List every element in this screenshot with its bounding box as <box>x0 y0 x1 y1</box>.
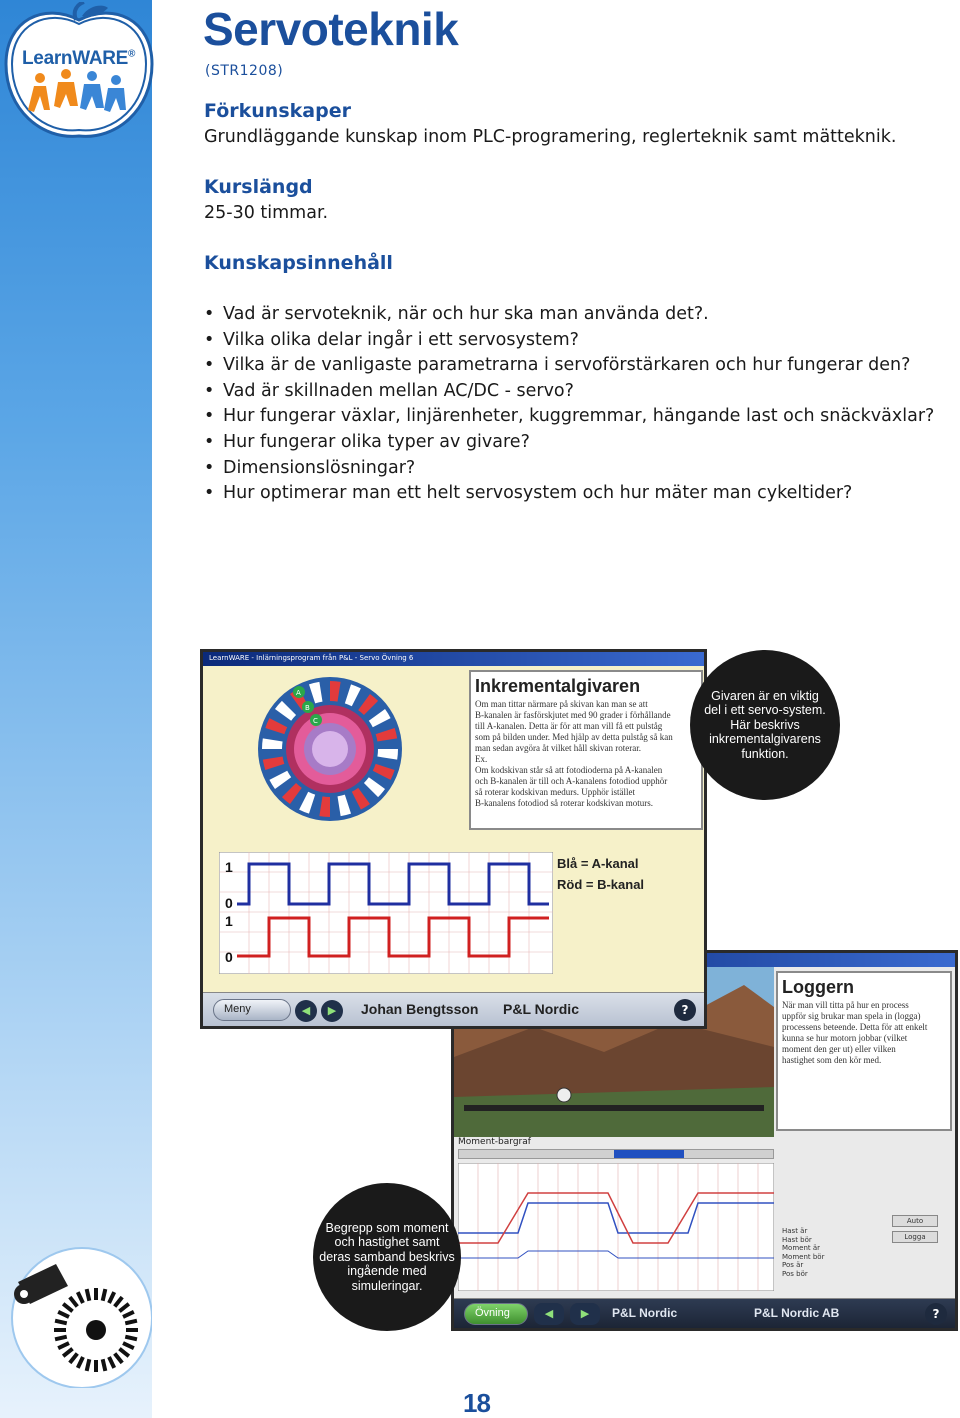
encoder-screenshot <box>200 649 707 1029</box>
moment-bargraph <box>458 1149 774 1159</box>
logger-graph <box>458 1163 774 1291</box>
legend-blue: Blå = A-kanal <box>557 856 639 871</box>
list-item: • Vilka är de vanligaste parametrarna i servoförstärkaren och hur fungerar den? <box>204 355 911 376</box>
list-item: • Hur fungerar olika typer av givare? <box>204 431 530 452</box>
tick-1-upper: 1 <box>225 859 233 875</box>
forward-arrow-icon[interactable]: ▶ <box>321 1000 343 1022</box>
encoder-tick <box>125 1337 137 1340</box>
legend-red: Röd = B-kanal <box>557 877 645 892</box>
prereq-heading: Förkunskaper <box>204 100 351 122</box>
company-label: P&L Nordic <box>612 1306 678 1320</box>
list-item: • Dimensionslösningar? <box>204 457 416 478</box>
encoder-statusbar <box>203 992 704 1026</box>
pulse-train-graph <box>219 852 553 974</box>
content-heading: Kunskapsinnehåll <box>204 252 393 274</box>
encoder-label-a: A <box>296 689 301 697</box>
tick-0-lower: 0 <box>225 949 233 965</box>
bargraph-label: Moment-bargraf <box>458 1137 531 1147</box>
tick-1-lower: 1 <box>225 913 233 929</box>
logga-button[interactable]: Logga <box>892 1231 938 1243</box>
author-label: Johan Bengtsson <box>361 1001 479 1017</box>
logo-wordmark: LearnWARE® <box>22 48 136 69</box>
page-title: Servoteknik <box>203 3 459 55</box>
loggern-panel <box>776 971 952 1131</box>
auto-button[interactable]: Auto <box>892 1215 938 1227</box>
loggern-text: När man vill titta på hur en process uppför sig brukar man spela in (logga) processens beteende. Detta för att enkelt kunna se hur motorn jobbar (vilket moment den ger ut) eller vilken hastighet som den kör med. <box>782 1000 928 1065</box>
window-titlebar: LearnWARE - Inlärningsprogram från P&L - Servo Övning 6 <box>203 652 704 666</box>
course-code: (STR1208) <box>205 63 284 79</box>
loggern-title: Loggern <box>782 977 854 997</box>
encoder-label-c: C <box>313 717 318 725</box>
back-arrow-icon[interactable]: ◀ <box>295 1000 317 1022</box>
ovning-button[interactable]: Övning <box>464 1303 528 1325</box>
forward-arrow-icon[interactable]: ▶ <box>570 1303 600 1325</box>
inkrementalgivaren-text: Om man tittar närmare på skivan kan man se att B-kanalen är fasförskjutet med 90 grader i förhållande till A-kanalen. Detta är för att man vill få ett pulståg som på bilden under. Med hjälp av detta pulståg så kan man sedan avgöra åt vilket håll skivan roterar. Ex. Om kodskivan står så att fotodioderna på A-kanalen och B-kanalen är till och A-kanalens fotodiod upphör så roterar kodskivan medurs. Upphör istället B-kanalens fotodiod så roterar kodskivan moturs. <box>475 699 673 808</box>
meny-button[interactable]: Meny <box>213 999 291 1021</box>
list-item: • Hur fungerar växlar, linjärenheter, kuggremmar, hängande last och snäckväxlar? <box>204 406 935 427</box>
side-color-band <box>0 0 152 1418</box>
list-item: • Vad är skillnaden mellan AC/DC - servo? <box>204 380 574 401</box>
length-text: 25-30 timmar. <box>204 203 329 223</box>
inkrementalgivaren-title: Inkrementalgivaren <box>475 676 641 696</box>
learnware-logo <box>4 2 154 142</box>
encoder-illustration-icon <box>2 1238 152 1388</box>
inkrementalgivaren-panel <box>469 670 703 830</box>
page-number: 18 <box>463 1388 490 1418</box>
encoder-tick <box>103 1289 106 1301</box>
help-icon[interactable]: ? <box>925 1303 947 1325</box>
apple-logo-icon <box>4 2 154 142</box>
graph-legend: Hast är Hast bör Moment är Moment bör Pos är Pos bör <box>782 1227 825 1278</box>
encoder-callout: Givaren är en viktig del i ett servo-system. Här beskrivs inkrementalgivarens funktion. <box>690 650 840 800</box>
prereq-text: Grundläggande kunskap inom PLC-programering, reglerteknik samt mätteknik. <box>204 127 897 147</box>
moment-callout: Begrepp som moment och hastighet samt deras samband beskrivs ingående med simuleringar. <box>313 1183 461 1331</box>
encoder-tick <box>87 1359 90 1371</box>
encoder-tick <box>55 1337 67 1340</box>
company-full-label: P&L Nordic AB <box>754 1306 840 1320</box>
content-bullet-list <box>204 302 934 507</box>
back-arrow-icon[interactable]: ◀ <box>534 1303 564 1325</box>
length-heading: Kurslängd <box>204 176 313 198</box>
encoder-tick <box>55 1321 67 1324</box>
encoder-tick <box>103 1359 106 1371</box>
help-icon[interactable]: ? <box>674 999 696 1021</box>
encoder-tick <box>87 1289 90 1301</box>
company-label: P&L Nordic <box>503 1001 579 1017</box>
encoder-tick <box>125 1321 137 1324</box>
list-item: • Vilka olika delar ingår i ett servosystem? <box>204 329 579 350</box>
list-item: • Hur optimerar man ett helt servosystem och hur mäter man cykeltider? <box>204 483 853 504</box>
encoder-label-b: B <box>305 704 310 712</box>
logger-statusbar <box>454 1298 955 1328</box>
tick-0-upper: 0 <box>225 895 233 911</box>
encoder-disc-icon <box>255 674 405 824</box>
motor-icon <box>557 1088 571 1102</box>
list-item: • Vad är servoteknik, när och hur ska man använda det?. <box>204 304 709 324</box>
